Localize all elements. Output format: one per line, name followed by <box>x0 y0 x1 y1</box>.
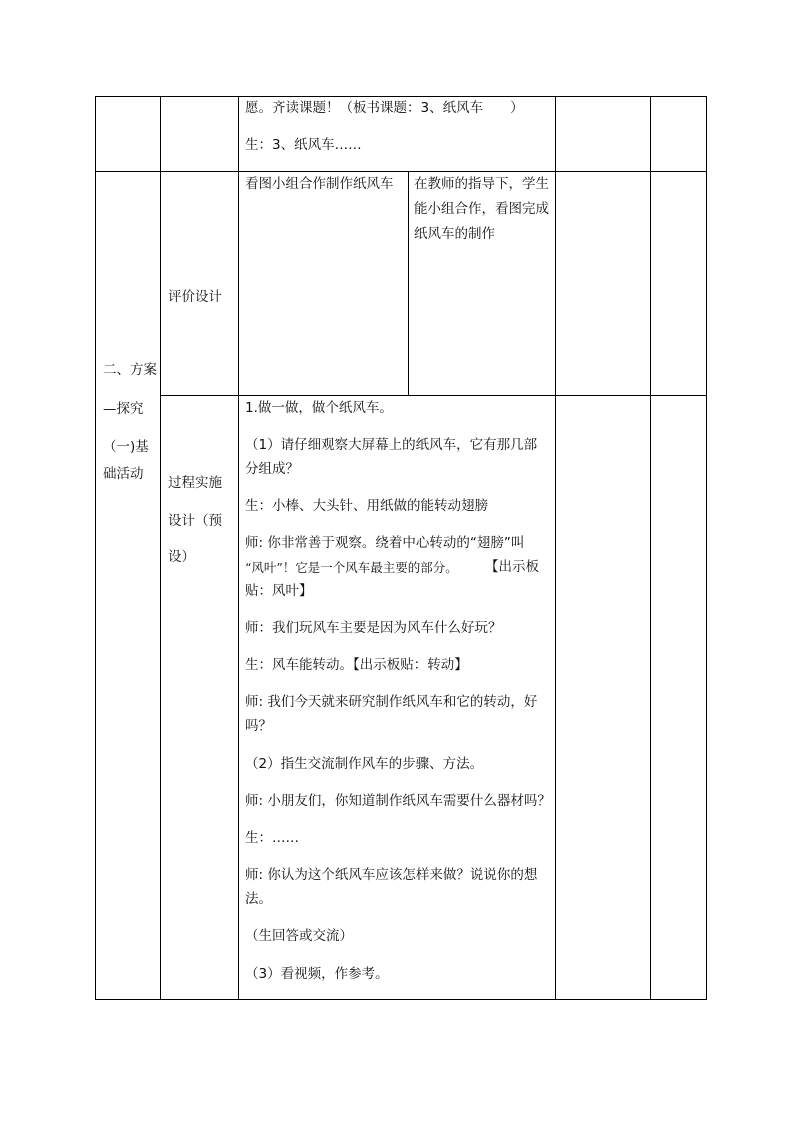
process-para-8: （2）指生交流制作风车的步骤、方法。 <box>245 756 484 772</box>
table-col-divider-5 <box>650 96 651 1000</box>
eval-goal-line1: 在教师的指导下，学生 <box>414 176 549 192</box>
process-para-1: 1.做一做，做个纸风车。 <box>245 400 393 416</box>
section-label-line4: 础活动 <box>103 466 144 482</box>
eval-content: 看图小组合作制作纸风车 <box>245 176 394 192</box>
process-para-10: 生：…… <box>245 830 299 846</box>
process-para-11-line2: 法。 <box>245 891 272 907</box>
process-para-9: 师: 小朋友们，你知道制作纸风车需要什么器材吗？ <box>245 793 551 809</box>
row1-text-line1: 愿。齐读课题！（板书课题：3、纸风车 ） <box>245 100 524 116</box>
process-para-3: 生：小棒、大头针、用纸做的能转动翅膀 <box>245 498 488 514</box>
table-col-divider-4 <box>555 96 556 1000</box>
process-para-2-line1: （1）请仔细观察大屏幕上的纸风车，它有那几部 <box>245 437 538 453</box>
process-para-2-line2: 分组成？ <box>245 461 299 477</box>
eval-goal-line2: 能小组合作，看图完成 <box>414 201 549 217</box>
row1-text-line2: 生：3、纸风车…… <box>245 137 362 153</box>
section-label-line2: —探究 <box>103 401 144 417</box>
process-para-4-line1: 师: 你非常善于观察。绕着中心转动的“翅膀”叫 <box>245 535 525 551</box>
process-label-line1: 过程实施 <box>168 475 222 491</box>
table-row-divider-2 <box>160 395 707 396</box>
eval-goal-line3: 纸风车的制作 <box>414 226 495 242</box>
process-para-5: 师：我们玩风车主要是因为风车什么好玩？ <box>245 620 502 636</box>
table-col-divider-2 <box>238 96 239 1000</box>
process-para-11-line1: 师: 你认为这个纸风车应该怎样来做？说说你的想 <box>245 867 538 883</box>
section-label-line1: 二、方案 <box>103 362 157 378</box>
process-label-line3: 设） <box>168 549 195 565</box>
process-para-4-line2a: “风叶”！它是一个风车最主要的部分。 <box>245 560 458 575</box>
table-col-divider-1 <box>160 96 161 1000</box>
process-para-13: （3）看视频，作参考。 <box>245 966 389 982</box>
process-para-12: （生回答或交流） <box>245 928 353 944</box>
eval-label: 评价设计 <box>168 289 222 305</box>
table-border-right <box>706 96 707 1000</box>
section-label-line3: （一)基 <box>103 439 149 455</box>
table-border-left <box>95 96 96 1000</box>
process-label-line2: 设计（预 <box>168 513 222 529</box>
table-border-bottom <box>95 999 707 1000</box>
process-para-6: 生：风车能转动。【出示板贴：转动】 <box>245 657 468 673</box>
table-col-divider-3 <box>408 171 409 396</box>
table-border-top <box>95 96 707 97</box>
table-row-divider-1 <box>95 171 707 172</box>
process-para-7-line2: 吗？ <box>245 718 272 734</box>
process-para-7-line1: 师: 我们今天就来研究制作纸风车和它的转动，好 <box>245 694 538 710</box>
process-para-4-line2b: 【出示板 <box>485 559 539 575</box>
process-para-4-line3: 贴：风叶】 <box>245 583 313 599</box>
